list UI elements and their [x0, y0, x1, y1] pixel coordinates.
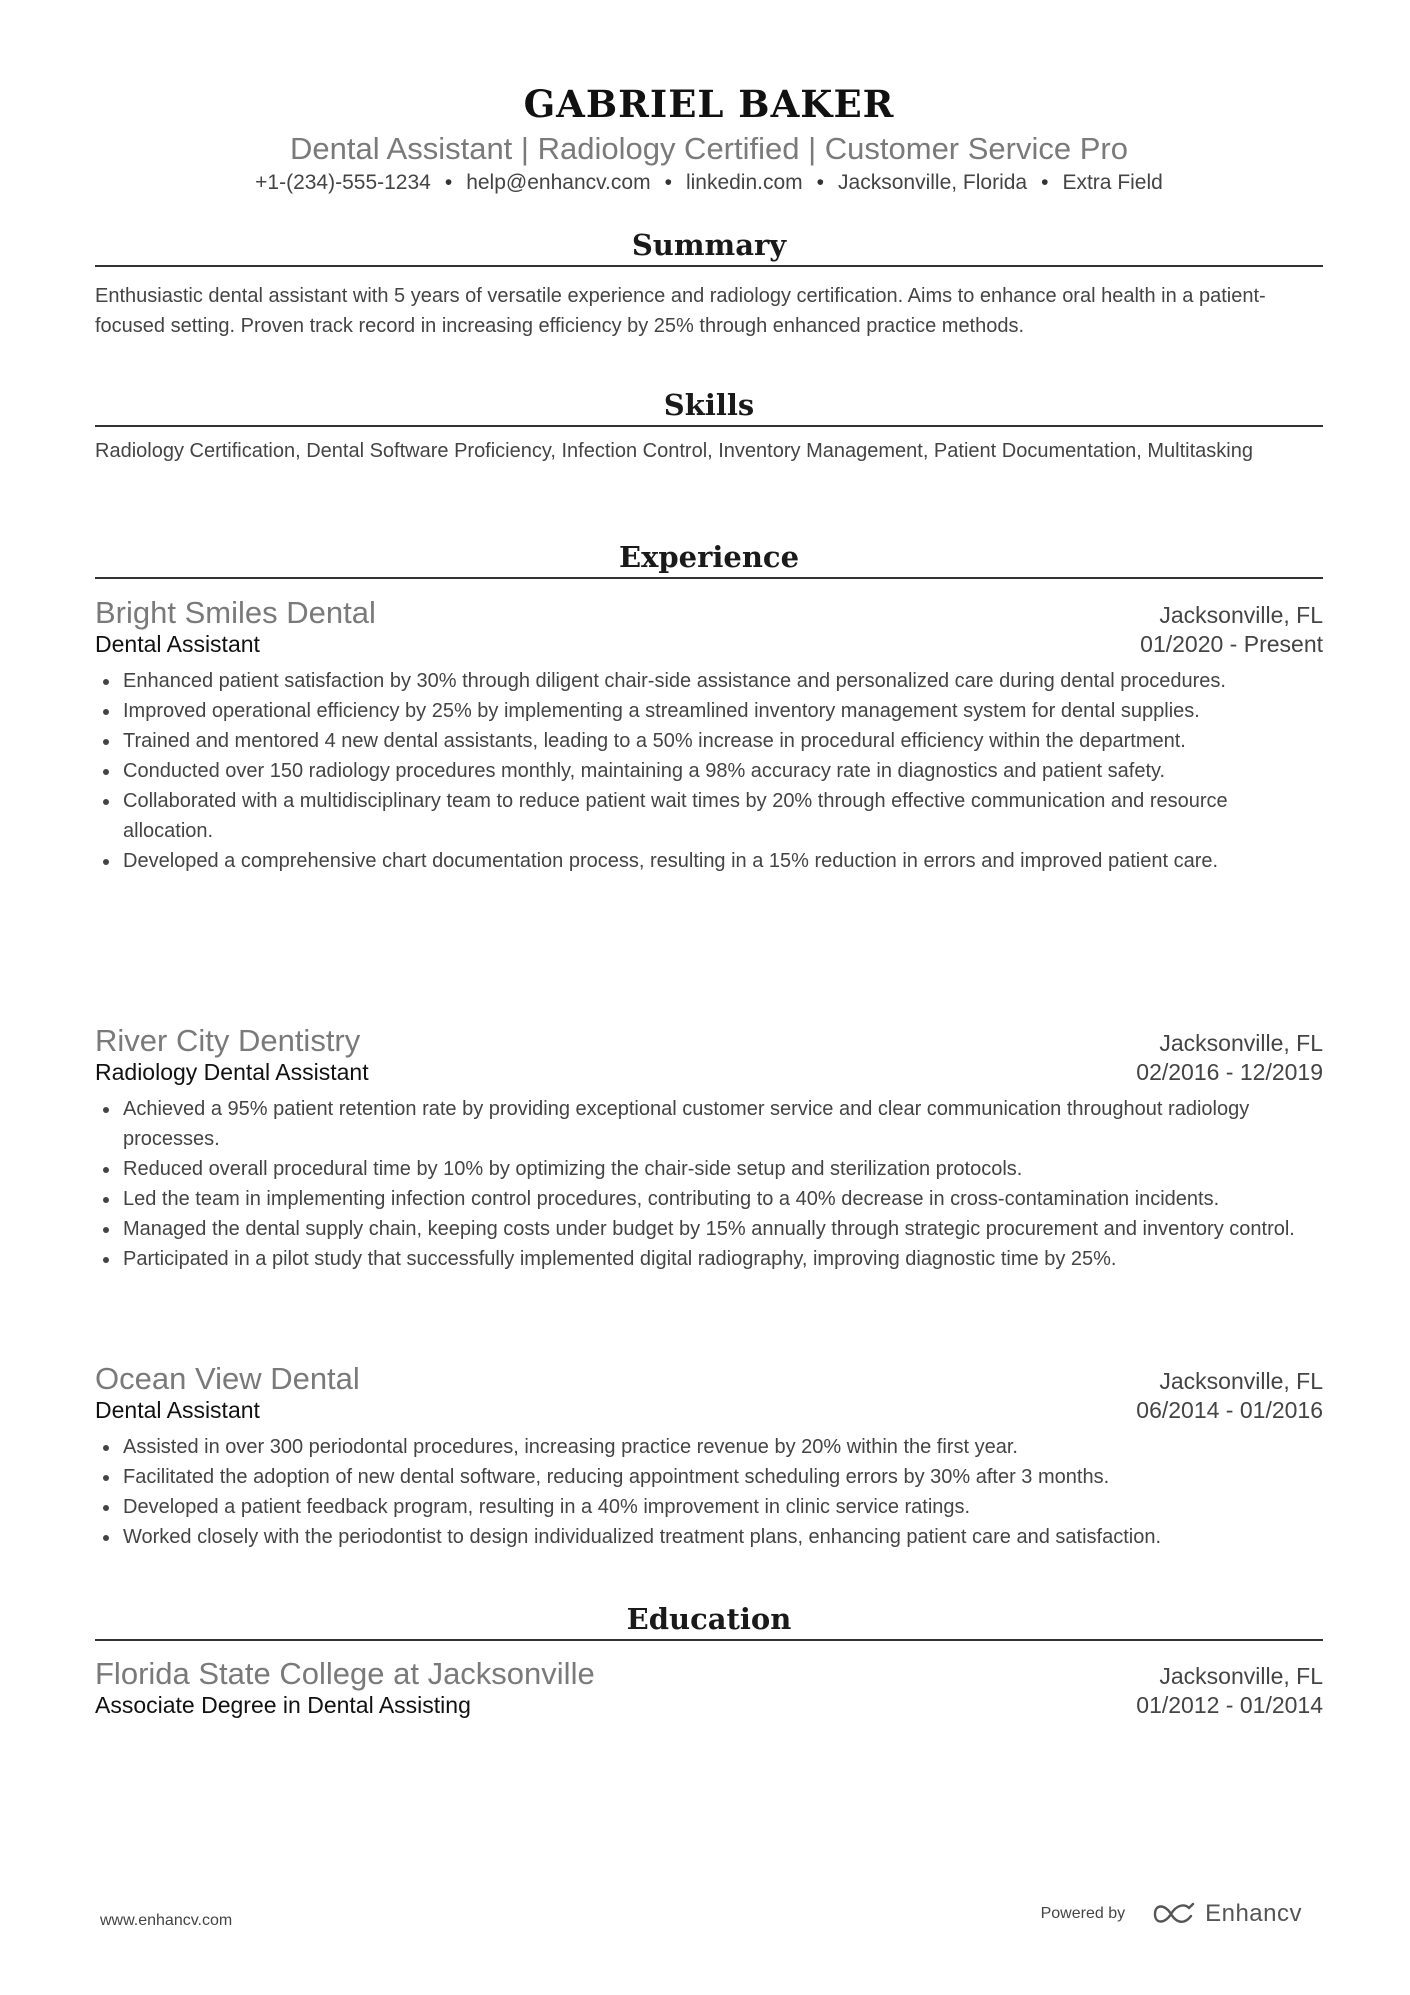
job-bullets: [95, 1094, 1323, 1274]
education-dates: 01/2012 - 01/2014: [1136, 1692, 1323, 1718]
footer-website-link[interactable]: www.enhancv.com: [100, 1912, 233, 1929]
job-bullets: [95, 1432, 1323, 1552]
section-divider: [95, 1639, 1323, 1641]
list-item: Led the team in implementing infection control procedures, contributing to a 40% decrease in cross-contamination incidents.: [95, 1184, 1323, 1214]
summary-text: Enthusiastic dental assistant with 5 years of versatile experience and radiology certification. Aims to enhance oral health in a patient-focused setting. Proven track record in increasing efficiency by 25% through enhanced practice methods.: [95, 285, 1266, 337]
job-role: Dental Assistant: [95, 1397, 260, 1423]
contact-line: [95, 171, 1323, 195]
list-item: Participated in a pilot study that successfully implemented digital radiography, improving diagnostic time by 25%.: [95, 1244, 1323, 1274]
list-item: Worked closely with the periodontist to design individualized treatment plans, enhancing patient care and satisfaction.: [95, 1522, 1323, 1552]
list-item: Managed the dental supply chain, keeping costs under budget by 15% annually through strategic procurement and inventory control.: [95, 1214, 1323, 1244]
section-divider: [95, 425, 1323, 427]
list-item: Developed a comprehensive chart documentation process, resulting in a 15% reduction in errors and improved patient care.: [95, 846, 1323, 876]
bullet-separator: •: [816, 171, 825, 194]
job-entry: [95, 1361, 1323, 1552]
contact-extra: Extra Field: [1062, 171, 1163, 194]
job-location: Jacksonville, FL: [1159, 1030, 1323, 1056]
company-name: Ocean View Dental: [95, 1361, 360, 1396]
enhancv-logo-icon: [1151, 1902, 1197, 1926]
skills-heading: Skills: [663, 388, 755, 422]
job-dates: 02/2016 - 12/2019: [1136, 1059, 1323, 1085]
degree-name: Associate Degree in Dental Assisting: [95, 1692, 471, 1718]
skills-section: [95, 385, 1323, 465]
list-item: Facilitated the adoption of new dental software, reducing appointment scheduling errors by 30% after 3 months.: [95, 1462, 1323, 1492]
skills-text: Radiology Certification, Dental Software Proficiency, Infection Control, Inventory Management, Patient Documentation, Multitasking: [95, 440, 1253, 462]
job-entry: [95, 595, 1323, 876]
summary-section: [95, 225, 1323, 341]
section-divider: [95, 577, 1323, 579]
company-name: Bright Smiles Dental: [95, 595, 376, 630]
powered-by-label: Powered by: [1040, 1905, 1126, 1922]
list-item: Developed a patient feedback program, resulting in a 40% improvement in clinic service ratings.: [95, 1492, 1323, 1522]
job-role: Radiology Dental Assistant: [95, 1059, 369, 1085]
contact-linkedin[interactable]: linkedin.com: [685, 171, 803, 194]
job-bullets: [95, 666, 1323, 876]
summary-heading: Summary: [631, 228, 787, 262]
candidate-name: GABRIEL BAKER: [523, 82, 895, 126]
job-dates: 01/2020 - Present: [1140, 631, 1323, 657]
job-entry: [95, 1023, 1323, 1274]
education-heading: Education: [626, 1602, 792, 1636]
job-role: Dental Assistant: [95, 631, 260, 657]
list-item: Reduced overall procedural time by 10% by optimizing the chair-side setup and sterilization protocols.: [95, 1154, 1323, 1184]
footer-branding: [1041, 1900, 1302, 1928]
experience-section: [95, 537, 1323, 579]
job-location: Jacksonville, FL: [1159, 602, 1323, 628]
candidate-title: Dental Assistant | Radiology Certified | Customer Service Pro: [290, 131, 1128, 166]
education-section: [95, 1599, 1323, 1641]
list-item: Conducted over 150 radiology procedures monthly, maintaining a 98% accuracy rate in diagnostics and patient safety.: [95, 756, 1323, 786]
list-item: Collaborated with a multidisciplinary team to reduce patient wait times by 20% through effective communication and resource allocation.: [95, 786, 1323, 846]
bullet-separator: •: [1041, 171, 1049, 194]
contact-location: Jacksonville, Florida: [838, 171, 1028, 194]
list-item: Enhanced patient satisfaction by 30% through diligent chair-side assistance and personalized care during dental procedures.: [95, 666, 1323, 696]
school-location: Jacksonville, FL: [1159, 1663, 1323, 1689]
bullet-separator: •: [664, 171, 672, 194]
section-divider: [95, 265, 1323, 267]
contact-email[interactable]: help@enhancv.com: [466, 171, 651, 194]
contact-phone[interactable]: +1-(234)-555-1234: [255, 171, 431, 194]
education-entry: [95, 1656, 1323, 1719]
list-item: Trained and mentored 4 new dental assistants, leading to a 50% increase in procedural efficiency within the department.: [95, 726, 1323, 756]
brand-logo[interactable]: [1151, 1900, 1302, 1928]
experience-heading: Experience: [618, 540, 800, 574]
list-item: Achieved a 95% patient retention rate by providing exceptional customer service and clear communication throughout radiology processes.: [95, 1094, 1323, 1154]
company-name: River City Dentistry: [95, 1023, 361, 1058]
job-location: Jacksonville, FL: [1159, 1368, 1323, 1394]
brand-name: Enhancv: [1205, 1900, 1302, 1927]
bullet-separator: •: [444, 171, 453, 194]
job-dates: 06/2014 - 01/2016: [1136, 1397, 1323, 1423]
school-name: Florida State College at Jacksonville: [95, 1656, 595, 1691]
list-item: Assisted in over 300 periodontal procedures, increasing practice revenue by 20% within the first year.: [95, 1432, 1323, 1462]
list-item: Improved operational efficiency by 25% by implementing a streamlined inventory management system for dental supplies.: [95, 696, 1323, 726]
